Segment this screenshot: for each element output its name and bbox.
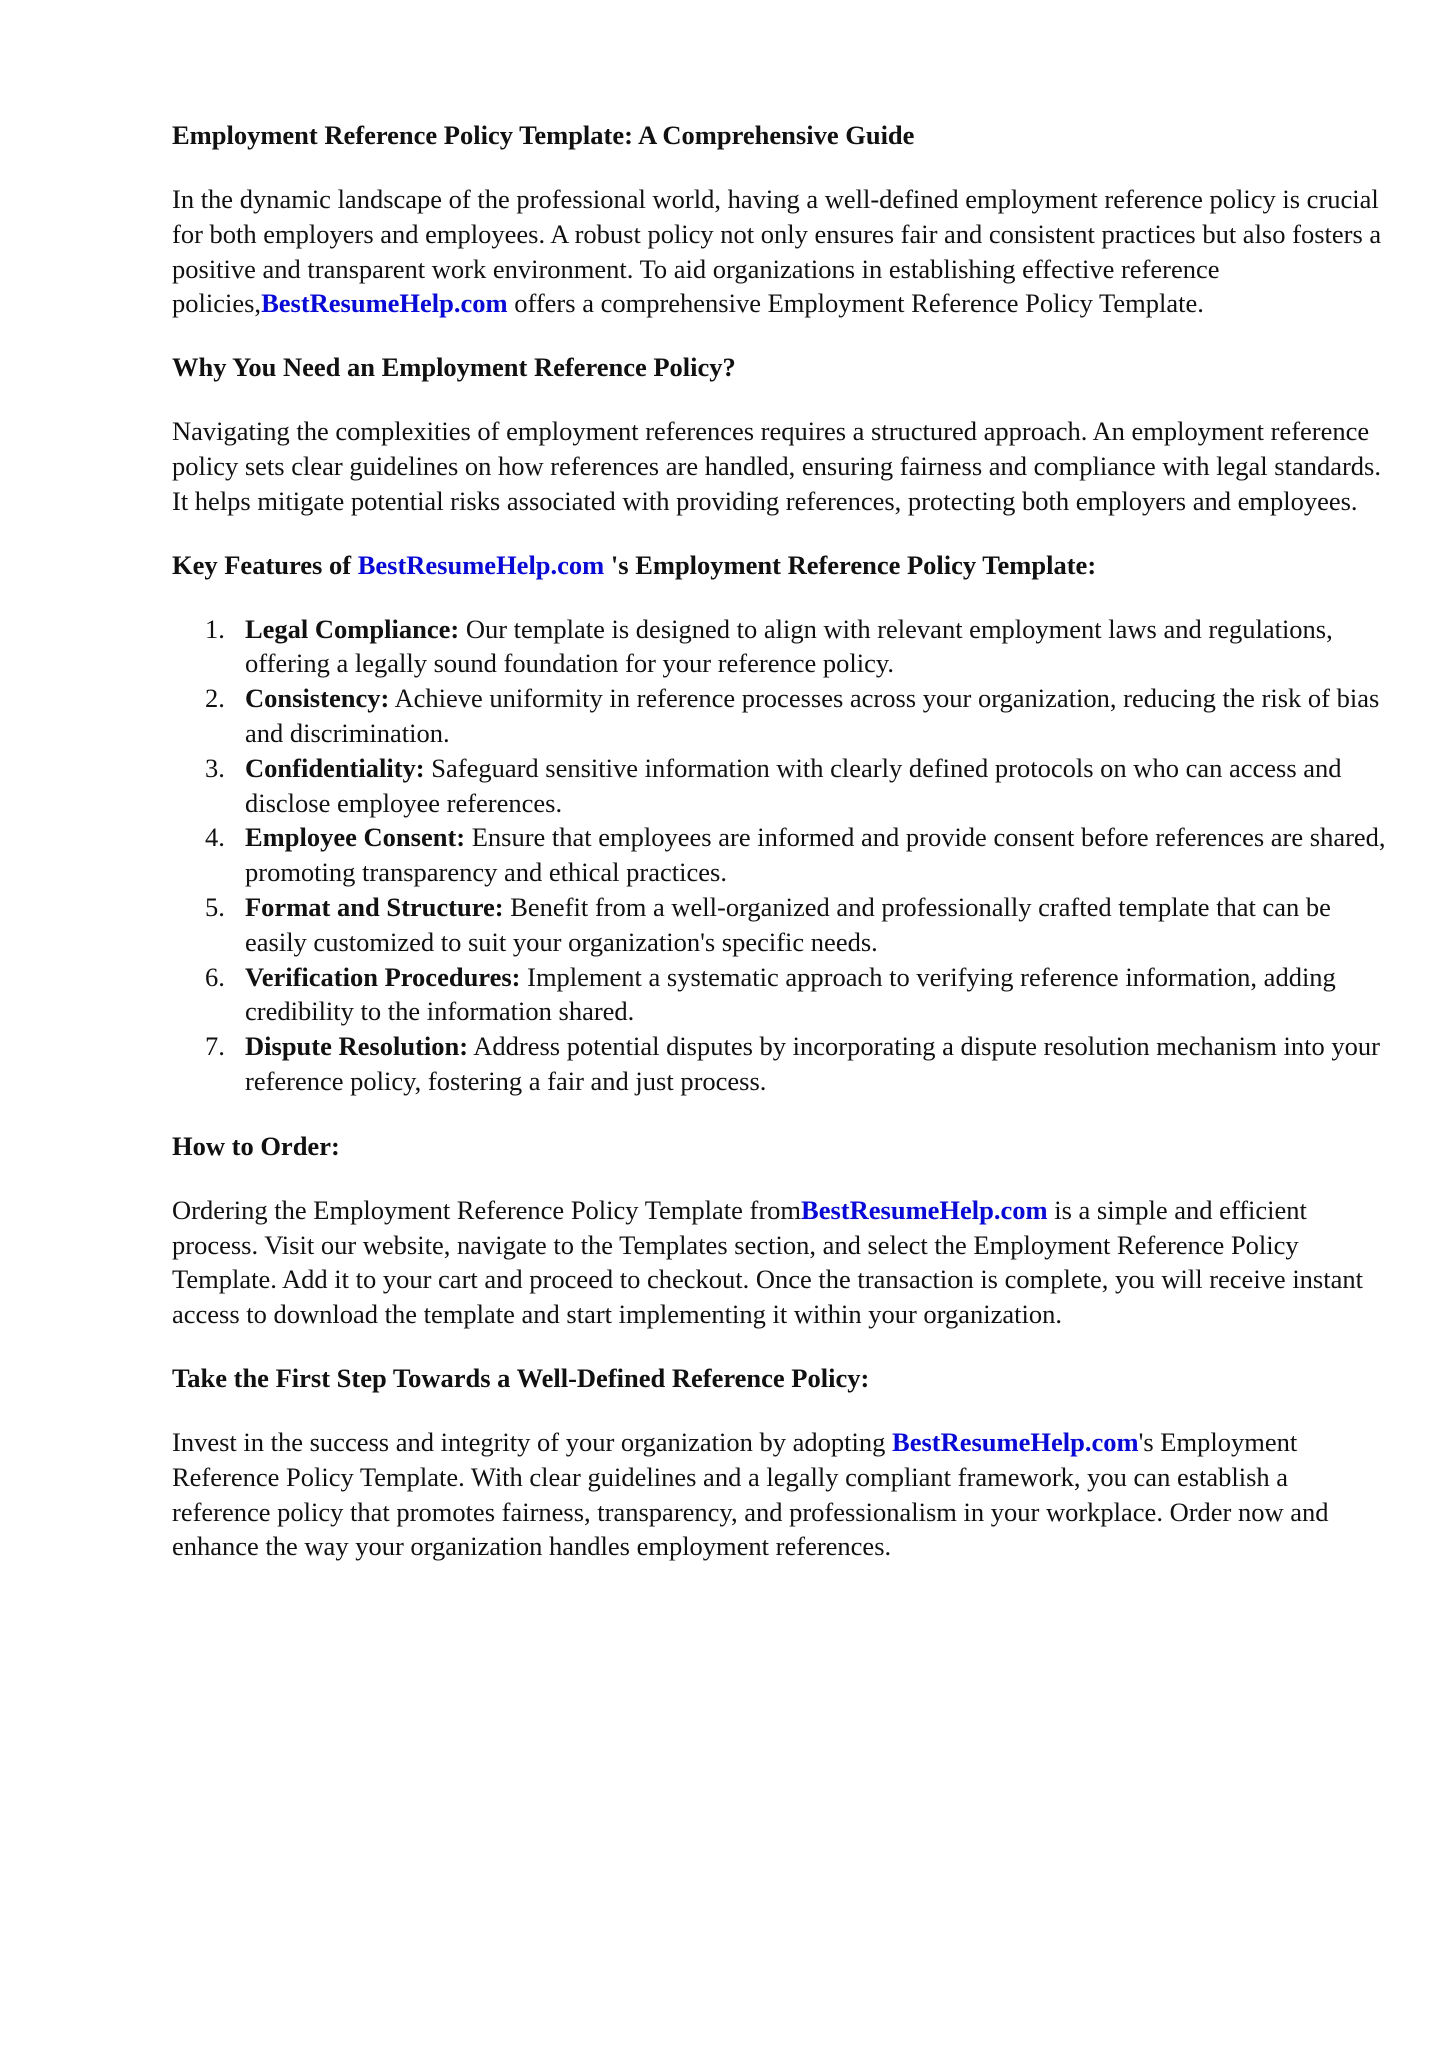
order-heading: How to Order: <box>172 1130 340 1161</box>
first-step-heading: Take the First Step Towards a Well-Defined Reference Policy: <box>172 1362 870 1393</box>
first-step-paragraph <box>172 1425 1392 1564</box>
order-text-before-link: Ordering the Employment Reference Policy Template from <box>172 1194 802 1225</box>
feature-label: Consistency: <box>245 683 390 714</box>
feature-text: Implement a systematic approach to verifying reference information, adding credibility to the information shared. <box>245 961 1336 1027</box>
document-title: Employment Reference Policy Template: A Comprehensive Guide <box>172 120 915 150</box>
feature-text: Achieve uniformity in reference processes across your organization, reducing the risk of bias and discrimination. <box>245 683 1380 748</box>
feature-text: Safeguard sensitive information with clearly defined protocols on who can access and disclose employee references. <box>245 752 1342 818</box>
feature-item-consistency <box>172 681 1392 751</box>
brand-link-intro[interactable]: BestResumeHelp.com <box>261 288 508 319</box>
order-text-after-link: is a simple and efficient process. Visit our website, navigate to the Templates section, and select the Employment Reference Policy Template. Add it to your cart and proceed to checkout. Once the transaction is complete, you will receive instant access to download the template and start implementing it within your organization. <box>172 1194 1363 1330</box>
brand-link-first-step[interactable]: BestResumeHelp.com <box>892 1426 1139 1457</box>
feature-number: 5. <box>205 891 225 922</box>
feature-item-confidentiality <box>172 751 1392 821</box>
feature-item-legal-compliance <box>172 612 1392 682</box>
features-heading <box>172 548 1392 582</box>
feature-item-format-structure <box>172 890 1392 960</box>
feature-item-dispute-resolution <box>172 1029 1392 1099</box>
feature-label: Confidentiality: <box>245 752 425 783</box>
document-page <box>172 118 1392 1593</box>
brand-link-features[interactable]: BestResumeHelp.com <box>357 549 605 580</box>
feature-number: 7. <box>205 1031 225 1062</box>
feature-item-employee-consent <box>172 820 1392 890</box>
feature-label: Employee Consent: <box>245 822 466 853</box>
feature-number: 3. <box>205 752 225 783</box>
feature-number: 4. <box>205 822 225 853</box>
feature-label: Format and Structure: <box>245 891 504 922</box>
feature-label: Legal Compliance: <box>245 613 460 644</box>
features-list <box>172 612 1392 1099</box>
why-heading: Why You Need an Employment Reference Policy? <box>172 352 736 383</box>
intro-paragraph <box>172 182 1392 321</box>
feature-number: 6. <box>205 961 225 992</box>
feature-number: 1. <box>205 613 225 644</box>
order-paragraph <box>172 1193 1392 1332</box>
feature-label: Dispute Resolution: <box>245 1031 469 1062</box>
features-heading-before-link: Key Features of <box>172 549 358 580</box>
feature-label: Verification Procedures: <box>245 961 521 992</box>
features-heading-after-link: 's Employment Reference Policy Template: <box>604 549 1097 580</box>
why-paragraph: Navigating the complexities of employment references requires a structured approach. An employment reference policy sets clear guidelines on how references are handled, ensuring fairness and compliance with legal standards. It helps mitigate potential risks associated with providing references, protecting both employers and employees. <box>172 416 1381 516</box>
feature-text: Address potential disputes by incorporating a dispute resolution mechanism into your reference policy, fostering a fair and just process. <box>245 1031 1380 1096</box>
first-step-text-after-link: 's Employment Reference Policy Template. With clear guidelines and a legally compliant framework, you can establish a reference policy that promotes fairness, transparency, and professionalism in your workplace. Order now and enhance the way your organization handles employment references. <box>172 1426 1329 1562</box>
brand-link-order[interactable]: BestResumeHelp.com <box>801 1194 1048 1225</box>
feature-text: Benefit from a well-organized and professionally crafted template that can be easily customized to suit your organization's specific needs. <box>245 891 1331 957</box>
first-step-text-before-link: Invest in the success and integrity of your organization by adopting <box>172 1426 893 1457</box>
feature-number: 2. <box>205 683 225 714</box>
feature-text: Ensure that employees are informed and provide consent before references are shared, promoting transparency and ethical practices. <box>245 822 1386 888</box>
intro-text-after-link: offers a comprehensive Employment Reference Policy Template. <box>507 288 1204 319</box>
feature-item-verification-procedures <box>172 960 1392 1030</box>
intro-text-before-link: In the dynamic landscape of the professional world, having a well-defined employment reference policy is crucial for both employers and employees. A robust policy not only ensures fair and consistent practices but also fosters a positive and transparent work environment. To aid organizations in establishing effective reference policies, <box>172 184 1382 319</box>
feature-text: Our template is designed to align with relevant employment laws and regulations, offering a legally sound foundation for your reference policy. <box>245 613 1333 679</box>
